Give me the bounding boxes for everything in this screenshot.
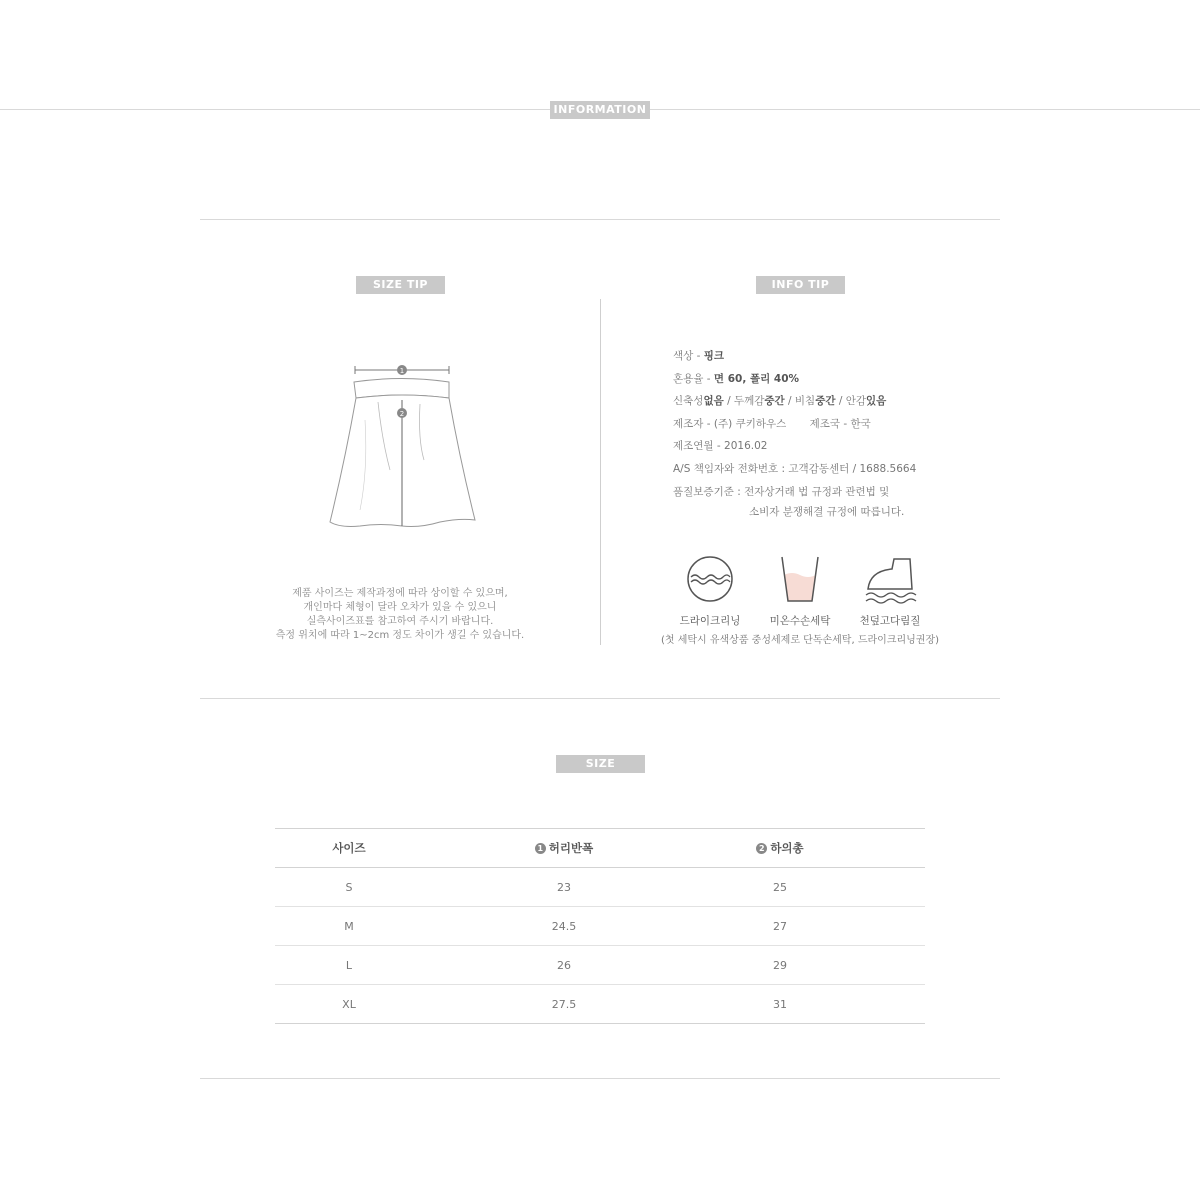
table-header-row [275, 829, 925, 868]
care-label: 미온수손세탁 [769, 615, 831, 627]
waist-cell: 26 [423, 946, 705, 985]
marker-2-label: 2 [399, 410, 405, 418]
waist-cell: 24.5 [423, 907, 705, 946]
section-divider-2 [200, 698, 1000, 699]
quality-row: 품질보증기준 : 전자상거래 법 규정과 관련법 및 소비자 분쟁해결 규정에 따릅니다. [673, 485, 905, 518]
care-label: 천덮고다림질 [859, 615, 921, 627]
marker-1-label: 1 [399, 367, 405, 375]
size-note-line: 실측사이즈표를 참고하여 주시기 바랍니다. [306, 616, 494, 627]
size-cell: S [275, 868, 423, 907]
color-row: 색상 - 핑크 [673, 350, 725, 362]
info-list [673, 348, 916, 520]
header-length: 2 하의총 [705, 829, 855, 868]
header-size: 사이즈 [275, 829, 423, 868]
maker-row: 제조자 - (주) 쿠키하우스 제조국 - 한국 [673, 417, 871, 430]
marker-2: 2 [756, 843, 767, 854]
section-divider-3 [200, 1078, 1000, 1079]
care-hand-wash [755, 555, 845, 628]
as-contact-row: A/S 책임자와 전화번호 : 고객감동센터 / 1688.5664 [673, 462, 917, 475]
care-iron [845, 555, 935, 628]
date-row: 제조연월 - 2016.02 [673, 440, 768, 453]
length-cell: 31 [705, 985, 855, 1024]
size-cell: L [275, 946, 423, 985]
waist-cell: 27.5 [423, 985, 705, 1024]
size-note-line: 측정 위치에 따라 1~2cm 정도 차이가 생길 수 있습니다. [275, 630, 525, 641]
size-badge: SIZE [556, 755, 645, 773]
size-table [275, 828, 925, 1024]
dry-clean-icon [684, 555, 736, 605]
size-tip-badge: SIZE TIP [356, 276, 445, 294]
table-row [275, 907, 925, 946]
care-label: 드라이크리닝 [679, 615, 741, 627]
header-spacer [855, 829, 925, 868]
size-notes [220, 587, 580, 643]
size-cell: M [275, 907, 423, 946]
table-row [275, 946, 925, 985]
table-row [275, 985, 925, 1024]
information-badge: INFORMATION [550, 101, 650, 119]
fabric-feel-row: 신축성없음 / 두께감중간 / 비침중간 / 안감있음 [673, 395, 887, 408]
section-divider-1 [200, 219, 1000, 220]
info-tip-badge: INFO TIP [756, 276, 845, 294]
length-cell: 29 [705, 946, 855, 985]
header-waist: 1 허리반폭 [423, 829, 705, 868]
length-cell: 25 [705, 868, 855, 907]
care-dry-clean [665, 555, 755, 628]
length-cell: 27 [705, 907, 855, 946]
care-note: (첫 세탁시 유색상품 중성세제로 단독손세탁, 드라이크리닝권장) [660, 635, 940, 646]
size-note-line: 개인마다 체형이 달라 오차가 있을 수 있으니 [303, 602, 497, 613]
iron-with-cloth-icon [862, 555, 918, 605]
column-divider [600, 299, 601, 645]
skirt-diagram [320, 360, 485, 535]
table-row [275, 868, 925, 907]
marker-1: 1 [535, 843, 546, 854]
lukewarm-hand-wash-icon [774, 555, 826, 605]
blend-row: 혼용율 - 면 60, 폴리 40% [673, 372, 800, 385]
size-cell: XL [275, 985, 423, 1024]
waist-cell: 23 [423, 868, 705, 907]
size-note-line: 제품 사이즈는 제작과정에 따라 상이할 수 있으며, [292, 588, 508, 599]
